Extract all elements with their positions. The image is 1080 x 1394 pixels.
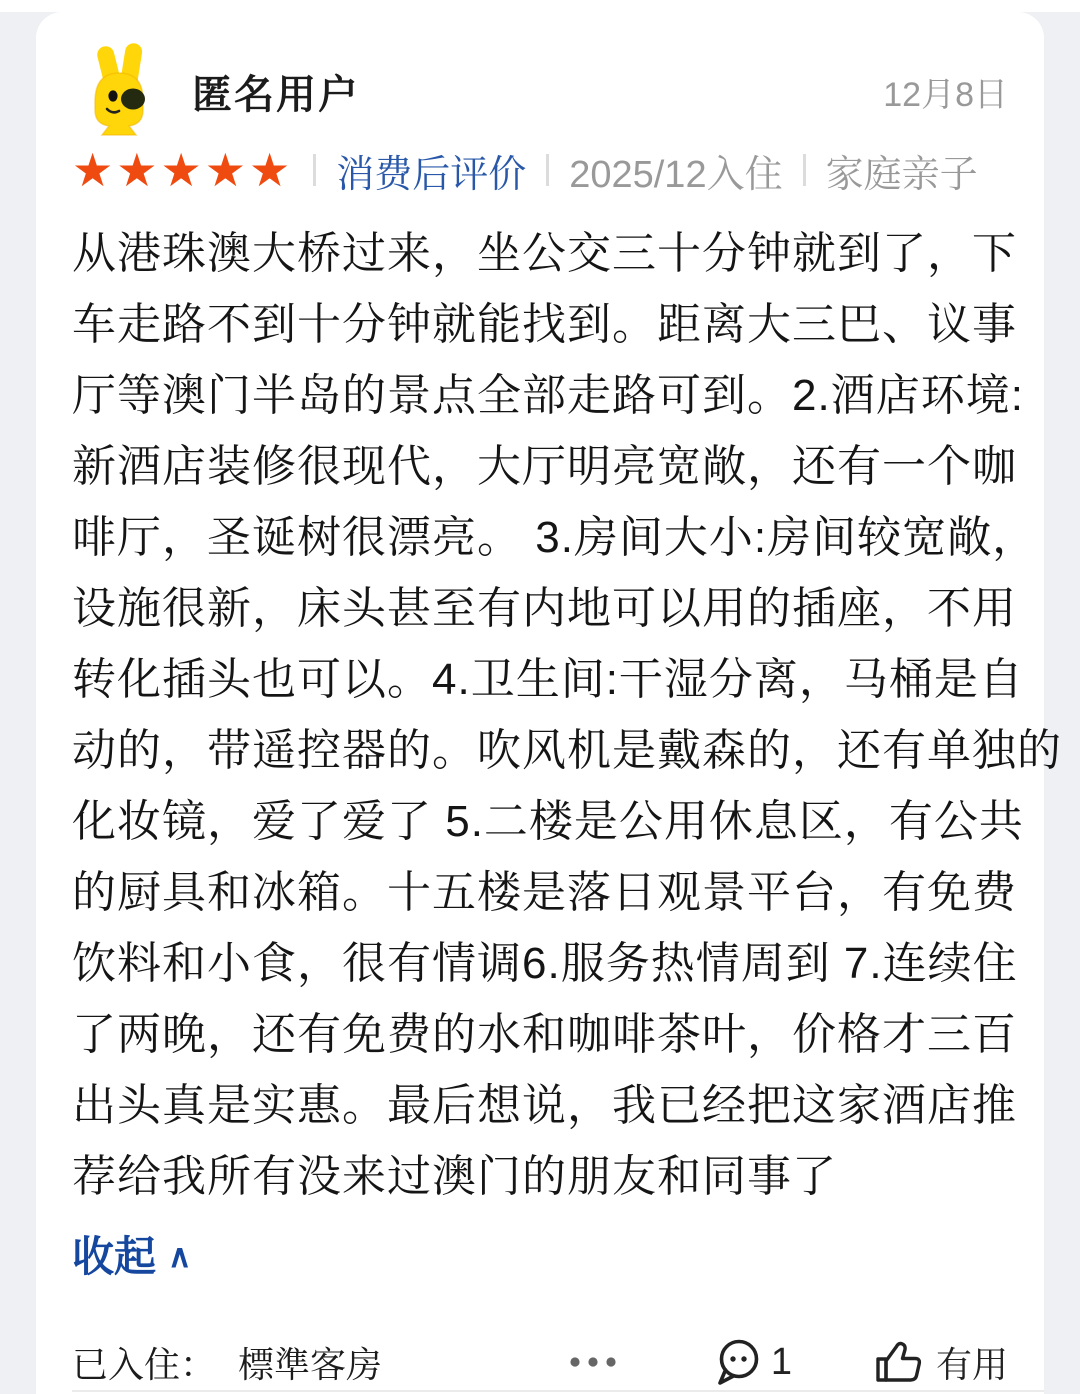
previous-card-edge	[0, 0, 1080, 12]
review-line: 出头真是实惠。最后想说，我已经把这家酒店推	[72, 1081, 1017, 1130]
review-header	[72, 42, 1008, 140]
comment-count: 1	[770, 1340, 792, 1383]
room-type-label: 標準客房	[238, 1343, 383, 1385]
review-line: 化妆镜，爱了爱了 5.二楼是公用休息区，有公共	[72, 797, 1024, 846]
review-line: 的厨具和冰箱。十五楼是落日观景平台，有免费	[72, 868, 1017, 917]
trip-type-label: 家庭亲子	[825, 153, 978, 196]
review-text	[72, 218, 1062, 1212]
thumbs-up-icon	[872, 1335, 924, 1389]
comment-bubble-icon	[711, 1334, 765, 1390]
chevron-up-icon: ∧	[168, 1238, 192, 1274]
card-bottom-divider	[72, 1390, 1044, 1392]
review-line: 啡厅，圣诞树很漂亮。 3.房间大小:房间较宽敞，	[72, 513, 1038, 562]
collapse-button[interactable]	[72, 1224, 191, 1284]
review-line: 设施很新，床头甚至有内地可以用的插座，不用	[72, 584, 1017, 633]
stay-date-label: 2025/12入住	[569, 153, 783, 196]
review-footer	[72, 1334, 1008, 1390]
ellipsis-icon	[565, 1350, 625, 1374]
review-line: 从港珠澳大桥过来，坐公交三十分钟就到了，下	[72, 229, 1017, 278]
review-line: 饮料和小食，很有情调6.服务热情周到 7.连续住	[72, 939, 1018, 988]
review-line: 荐给我所有没来过澳门的朋友和同事了	[72, 1152, 837, 1201]
review-card	[36, 12, 1062, 1394]
divider	[803, 154, 806, 186]
stayed-label: 已入住：	[72, 1343, 217, 1385]
divider	[546, 154, 549, 186]
rating-row	[72, 144, 1008, 196]
review-line: 转化插头也可以。4.卫生间:干湿分离，马桶是自	[72, 655, 1024, 704]
divider	[313, 154, 316, 186]
verified-purchase-tag: 消费后评价	[336, 153, 527, 196]
useful-button[interactable]	[872, 1335, 1008, 1389]
user-avatar-icon	[72, 42, 166, 140]
review-line: 新酒店装修很现代，大厅明亮宽敞，还有一个咖	[72, 442, 1017, 491]
useful-label: 有用	[935, 1343, 1008, 1385]
star-rating-icon: ★★★★★	[72, 144, 294, 196]
review-line: 厅等澳门半岛的景点全部走路可到。2.酒店环境:	[72, 371, 1024, 420]
review-line: 动的，带遥控器的。吹风机是戴森的，还有单独的	[72, 726, 1062, 775]
review-line: 车走路不到十分钟就能找到。距离大三巴、议事	[72, 300, 1017, 349]
review-date: 12月8日	[883, 75, 1008, 114]
comment-button[interactable]	[711, 1334, 792, 1390]
review-line: 了两晚，还有免费的水和咖啡茶叶，价格才三百	[72, 1010, 1017, 1059]
more-options-button[interactable]	[565, 1350, 625, 1374]
username: 匿名用户	[192, 72, 360, 117]
collapse-label: 收起	[72, 1233, 157, 1280]
